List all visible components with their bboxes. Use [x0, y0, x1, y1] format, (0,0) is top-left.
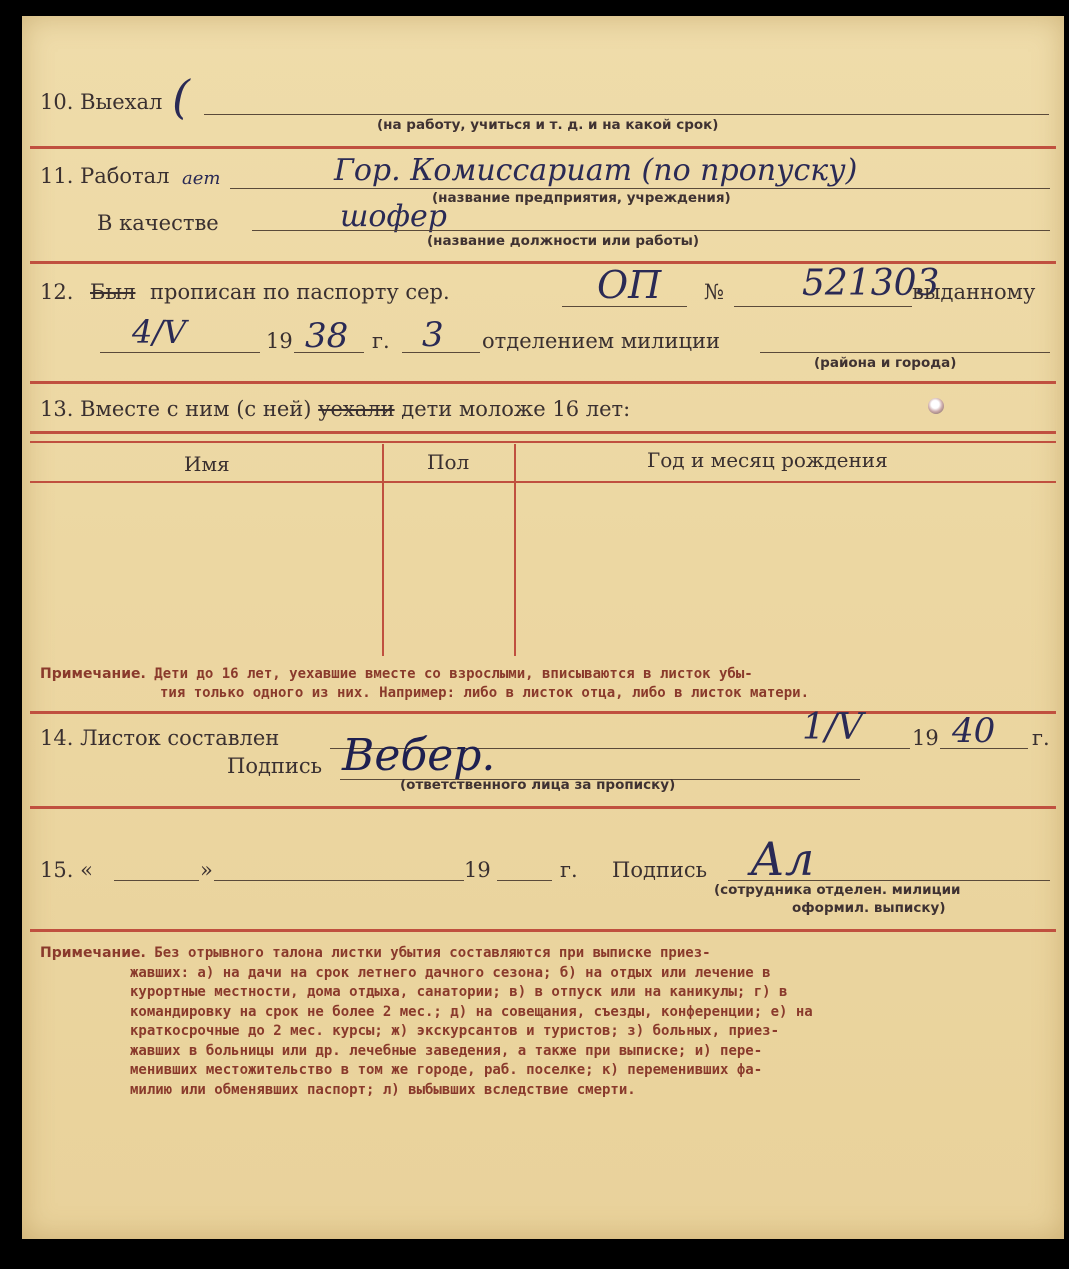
police-dept-handwriting: 3 [422, 315, 444, 355]
field-12-struck-word: Был [90, 280, 136, 304]
compiled-year-handwriting: 40 [952, 711, 996, 751]
position-handwriting: шофер [340, 199, 447, 234]
field-10-line [204, 114, 1049, 115]
issue-date-handwriting: 4/V [132, 313, 187, 351]
issue-year-suffix: г. [372, 329, 390, 353]
field-10-caption: (на работу, учиться и т. д. и на какой срок) [377, 117, 719, 133]
issue-year-handwriting: 38 [305, 316, 349, 356]
children-note: Примечание. Дети до 16 лет, уехавшие вместе со взрослыми, вписываются в листок убы- тия только одного из них. Например: либо в листок отца, либо в листок матери. [40, 666, 810, 701]
table-divider [382, 444, 384, 656]
field-15-year-line [497, 880, 552, 881]
field-15-signature-label: Подпись [612, 858, 708, 882]
field-11-label-correction: ает [182, 168, 221, 189]
field-11-label: 11. Работал [40, 164, 170, 188]
field-10-handwriting: ( [172, 70, 190, 124]
passport-series-line [562, 306, 687, 307]
red-rule [30, 929, 1056, 932]
field-15-day-line [114, 880, 199, 881]
children-col-sex: Пол [427, 450, 470, 474]
field-15-month-line [214, 880, 464, 881]
passport-number-line [734, 306, 912, 307]
field-15-label: 15. « [40, 858, 93, 882]
position-label: В качестве [97, 211, 219, 235]
militia-officer-signature: Ал [750, 832, 815, 886]
children-col-name: Имя [184, 452, 230, 476]
field-15-caption-1: (сотрудника отделен. милиции [714, 882, 961, 898]
compiled-date-line [800, 748, 910, 749]
red-rule [30, 441, 1056, 443]
red-rule [30, 431, 1056, 434]
compiled-date-handwriting: 1/V [802, 707, 864, 748]
field-11-caption: (название предприятия, учреждения) [432, 190, 731, 206]
field-11-line [230, 188, 1050, 189]
passport-number-handwriting: 521303 [802, 263, 940, 304]
issue-year-line [294, 352, 364, 353]
district-caption: (района и города) [814, 355, 957, 371]
field-13-label: 13. Вместе с ним (с ней) уехали дети моложе 16 лет: [40, 397, 631, 421]
children-col-birth: Год и месяц рождения [647, 448, 888, 472]
red-rule [30, 146, 1056, 149]
issued-label: выданному [912, 280, 1036, 304]
field-12-label: прописан по паспорту сер. [150, 280, 450, 304]
departure-slip-form [22, 16, 1064, 1239]
issue-date-line [100, 352, 260, 353]
passport-number-label: № [704, 280, 724, 304]
signature-label: Подпись [227, 754, 323, 778]
field-14-label: 14. Листок составлен [40, 726, 280, 750]
compiled-year-suffix: г. [1032, 726, 1050, 750]
field-15-signature-line [728, 880, 1050, 881]
field-15-quote-close: » [200, 858, 213, 882]
police-dept-line [402, 352, 480, 353]
red-rule [30, 806, 1056, 809]
position-line [252, 230, 1050, 231]
field-10-label: 10. Выехал [40, 90, 163, 114]
responsible-signature: Вебер. [342, 730, 496, 781]
red-rule [30, 711, 1056, 714]
table-header-rule [30, 481, 1056, 483]
position-caption: (название должности или работы) [427, 233, 700, 249]
table-divider [514, 444, 516, 656]
field-15-caption-2: оформил. выписку) [792, 900, 946, 916]
field-15-year-suffix: г. [560, 858, 578, 882]
field-12-number: 12. [40, 280, 74, 304]
punch-hole [928, 398, 944, 414]
signature-caption: (ответственного лица за прописку) [400, 777, 676, 793]
police-dept-label: отделением милиции [482, 329, 720, 353]
field-15-year-prefix: 19 [464, 858, 491, 882]
compiled-year-prefix: 19 [912, 726, 939, 750]
compiled-year-line [940, 748, 1028, 749]
footnote: Примечание. Без отрывного талона листки убытия составляются при выписке приез- жавших: а) на дачи на срок летнего дачного сезона; б) на отдых или лечение в курортные местности, дома отдыха, санатории; в) в отпуск или на каникулы; г) в командировку на срок не более 2 мес.; д) на совещания, съезды, конференции; е) на краткосрочные до 2 мес. курсы; ж) экскурсантов и туристов; з) больных, приез- жавших в больницы или др. лечебные заведения, а также при выписке; и) пере- менивших местожительство в том же городе, раб. поселке; к) переменивших фа- милию или обменявших паспорт; л) выбывших вследствие смерти. [40, 945, 813, 1098]
district-line [760, 352, 1050, 353]
passport-series-handwriting: ОП [597, 263, 662, 307]
issue-year-prefix: 19 [266, 329, 293, 353]
field-11-handwriting: Гор. Комиссариат (по пропуску) [334, 153, 858, 188]
red-rule [30, 381, 1056, 384]
